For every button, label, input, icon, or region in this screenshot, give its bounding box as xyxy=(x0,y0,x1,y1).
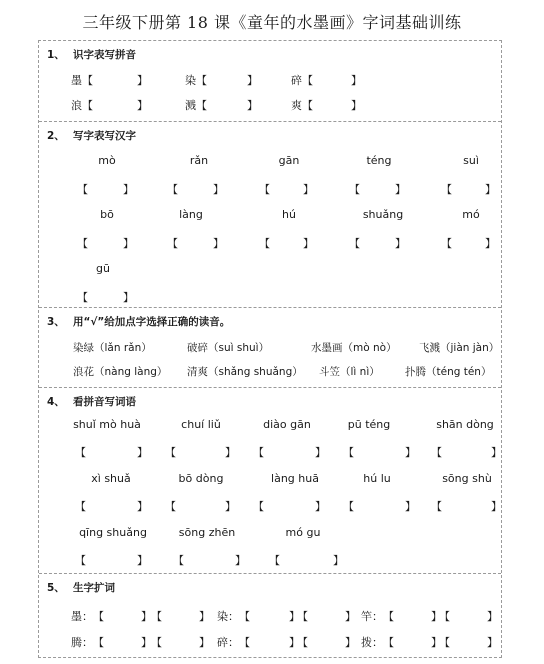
pinyin-prompt: gū xyxy=(96,262,110,275)
answer-bracket-close[interactable]: 】 xyxy=(303,237,314,250)
worksheet xyxy=(38,40,502,658)
section-heading xyxy=(47,394,136,409)
answer-row xyxy=(39,444,501,460)
answer-bracket-close[interactable]: 】 xyxy=(485,237,496,250)
section-1 xyxy=(39,41,501,121)
pinyin-row xyxy=(39,526,501,542)
pinyin-prompt: chuí liǔ xyxy=(181,418,221,431)
section-heading xyxy=(47,314,230,329)
answer-bracket-close[interactable]: 】 xyxy=(485,183,496,196)
section-4 xyxy=(39,387,501,573)
char-label: 溅【 xyxy=(185,99,207,112)
char-row xyxy=(39,97,501,113)
answer-bracket-close[interactable]: 】 xyxy=(141,610,152,623)
answer-bracket-open[interactable]: 【 xyxy=(77,183,88,196)
pinyin-prompt: diào gān xyxy=(263,418,311,431)
pinyin-row xyxy=(39,154,501,170)
answer-bracket-close[interactable]: 】 xyxy=(199,610,210,623)
answer-bracket-open[interactable]: 【 xyxy=(383,636,394,649)
pinyin-prompt: pū téng xyxy=(347,418,391,431)
pinyin-row xyxy=(39,472,501,488)
section-title: 用“√”给加点字选择正确的读音。 xyxy=(73,316,231,328)
answer-bracket-open[interactable]: 【 xyxy=(441,237,452,250)
answer-bracket-close[interactable]: 】 xyxy=(315,500,326,513)
section-number: 3、 xyxy=(47,316,65,328)
answer-bracket-close[interactable]: 】 xyxy=(213,183,224,196)
pinyin-prompt: xì shuǎ xyxy=(91,472,131,485)
pinyin-prompt: téng xyxy=(366,154,392,167)
answer-bracket-open[interactable]: 【 xyxy=(343,446,354,459)
char-label: 腾： xyxy=(71,636,93,649)
answer-bracket-open[interactable]: 【 xyxy=(253,500,264,513)
answer-bracket-close[interactable]: 】 xyxy=(123,237,134,250)
pinyin-prompt: hú lu xyxy=(363,472,391,485)
answer-bracket-open[interactable]: 【 xyxy=(93,610,104,623)
pinyin-prompt: gān xyxy=(278,154,300,167)
answer-bracket-close[interactable]: 】 xyxy=(123,291,134,304)
pinyin-prompt: làng xyxy=(179,208,203,221)
answer-bracket-close[interactable]: 】 xyxy=(289,610,300,623)
pinyin-row xyxy=(39,208,501,224)
pinyin-prompt: suì xyxy=(463,154,479,167)
answer-bracket-open[interactable]: 【 xyxy=(439,636,450,649)
answer-bracket-close[interactable]: 】 xyxy=(137,99,148,112)
answer-bracket-open[interactable]: 【 xyxy=(167,183,178,196)
answer-bracket-close[interactable]: 】 xyxy=(345,636,356,649)
section-title: 生字扩词 xyxy=(73,582,115,594)
pronunciation-choice[interactable]: 水墨画（mò nò） xyxy=(311,342,397,354)
pinyin-prompt: mò xyxy=(98,154,116,167)
char-label: 墨【 xyxy=(71,74,93,87)
answer-bracket-close[interactable]: 】 xyxy=(491,500,502,513)
char-label: 竿： xyxy=(361,610,383,623)
answer-row xyxy=(39,498,501,514)
char-label: 爽【 xyxy=(291,99,313,112)
pinyin-prompt: mó xyxy=(462,208,480,221)
pronunciation-choice[interactable]: 斗笠（lì nì） xyxy=(319,366,380,378)
pronunciation-choice[interactable]: 扑腾（téng tén） xyxy=(405,366,492,378)
pinyin-prompt: qīng shuǎng xyxy=(79,526,147,539)
answer-bracket-close[interactable]: 】 xyxy=(395,183,406,196)
answer-bracket-open[interactable]: 【 xyxy=(259,183,270,196)
answer-bracket-close[interactable]: 】 xyxy=(123,183,134,196)
answer-bracket-open[interactable]: 【 xyxy=(441,183,452,196)
answer-bracket-open[interactable]: 【 xyxy=(431,446,442,459)
answer-bracket-close[interactable]: 】 xyxy=(395,237,406,250)
pinyin-prompt: bō dòng xyxy=(178,472,224,485)
section-heading xyxy=(47,128,136,143)
section-title: 识字表写拼音 xyxy=(73,49,136,61)
answer-bracket-open[interactable]: 【 xyxy=(173,554,184,567)
section-3 xyxy=(39,307,501,387)
answer-bracket-open[interactable]: 【 xyxy=(75,554,86,567)
answer-bracket-close[interactable]: 】 xyxy=(247,99,258,112)
pinyin-prompt: mó gu xyxy=(285,526,321,539)
answer-bracket-close[interactable]: 】 xyxy=(137,554,148,567)
pronunciation-choice[interactable]: 清爽（shǎng shuǎng） xyxy=(187,366,303,378)
answer-bracket-open[interactable]: 【 xyxy=(167,237,178,250)
answer-bracket-open[interactable]: 【 xyxy=(439,610,450,623)
answer-bracket-close[interactable]: 】 xyxy=(431,610,442,623)
answer-bracket-open[interactable]: 【 xyxy=(75,446,86,459)
answer-bracket-open[interactable]: 【 xyxy=(151,636,162,649)
answer-bracket-close[interactable]: 】 xyxy=(199,636,210,649)
answer-bracket-close[interactable]: 】 xyxy=(225,446,236,459)
section-number: 1、 xyxy=(47,49,65,61)
section-title: 看拼音写词语 xyxy=(73,396,136,408)
answer-row xyxy=(39,289,501,305)
answer-bracket-close[interactable]: 】 xyxy=(431,636,442,649)
answer-bracket-open[interactable]: 【 xyxy=(297,636,308,649)
answer-bracket-open[interactable]: 【 xyxy=(239,636,250,649)
answer-bracket-close[interactable]: 】 xyxy=(137,446,148,459)
page-title: 三年级下册第 18 课《童年的水墨画》字词基础训练 xyxy=(82,13,462,32)
answer-bracket-open[interactable]: 【 xyxy=(253,446,264,459)
char-label: 碎【 xyxy=(291,74,313,87)
answer-bracket-close[interactable]: 】 xyxy=(303,183,314,196)
pinyin-prompt: làng huā xyxy=(271,472,319,485)
answer-bracket-close[interactable]: 】 xyxy=(405,446,416,459)
pinyin-row xyxy=(39,418,501,434)
answer-bracket-close[interactable]: 】 xyxy=(491,446,502,459)
pinyin-prompt: bō xyxy=(100,208,114,221)
answer-bracket-close[interactable]: 】 xyxy=(315,446,326,459)
answer-bracket-open[interactable]: 【 xyxy=(349,183,360,196)
answer-bracket-open[interactable]: 【 xyxy=(383,610,394,623)
answer-bracket-open[interactable]: 【 xyxy=(75,500,86,513)
answer-bracket-open[interactable]: 【 xyxy=(165,500,176,513)
answer-bracket-open[interactable]: 【 xyxy=(93,636,104,649)
answer-row xyxy=(39,235,501,251)
char-label: 染【 xyxy=(185,74,207,87)
answer-bracket-open[interactable]: 【 xyxy=(349,237,360,250)
answer-bracket-close[interactable]: 】 xyxy=(289,636,300,649)
word-expansion-row xyxy=(39,608,501,624)
answer-bracket-close[interactable]: 】 xyxy=(235,554,246,567)
char-row xyxy=(39,72,501,88)
answer-bracket-open[interactable]: 【 xyxy=(297,610,308,623)
section-heading xyxy=(47,580,115,595)
answer-bracket-close[interactable]: 】 xyxy=(351,74,362,87)
answer-bracket-close[interactable]: 】 xyxy=(137,74,148,87)
answer-bracket-close[interactable]: 】 xyxy=(137,500,148,513)
pronunciation-choice[interactable]: 染绿（lǎn rǎn） xyxy=(73,342,152,354)
answer-bracket-close[interactable]: 】 xyxy=(487,610,498,623)
char-label: 染： xyxy=(217,610,239,623)
section-number: 4、 xyxy=(47,396,65,408)
answer-bracket-close[interactable]: 】 xyxy=(213,237,224,250)
answer-bracket-open[interactable]: 【 xyxy=(269,554,280,567)
pinyin-row xyxy=(39,262,501,278)
answer-bracket-close[interactable]: 】 xyxy=(333,554,344,567)
pinyin-prompt: hú xyxy=(282,208,296,221)
word-expansion-row xyxy=(39,634,501,650)
answer-bracket-open[interactable]: 【 xyxy=(431,500,442,513)
char-label: 墨： xyxy=(71,610,93,623)
pinyin-prompt: shuǎng xyxy=(362,208,404,221)
choice-row xyxy=(39,340,501,356)
pinyin-prompt: shuǐ mò huà xyxy=(73,418,141,431)
section-number: 2、 xyxy=(47,130,65,142)
answer-bracket-close[interactable]: 】 xyxy=(487,636,498,649)
answer-bracket-close[interactable]: 】 xyxy=(225,500,236,513)
section-number: 5、 xyxy=(47,582,65,594)
answer-bracket-open[interactable]: 【 xyxy=(151,610,162,623)
answer-bracket-open[interactable]: 【 xyxy=(343,500,354,513)
pinyin-prompt: sōng shù xyxy=(442,472,492,485)
choice-row xyxy=(39,364,501,380)
answer-bracket-close[interactable]: 】 xyxy=(141,636,152,649)
answer-bracket-close[interactable]: 】 xyxy=(405,500,416,513)
pinyin-prompt: rǎn xyxy=(189,154,209,167)
answer-bracket-open[interactable]: 【 xyxy=(165,446,176,459)
char-label: 碎： xyxy=(217,636,239,649)
answer-row xyxy=(39,552,501,568)
answer-bracket-open[interactable]: 【 xyxy=(77,237,88,250)
answer-bracket-open[interactable]: 【 xyxy=(239,610,250,623)
answer-row xyxy=(39,181,501,197)
section-5 xyxy=(39,573,501,657)
char-label: 拨： xyxy=(361,636,383,649)
answer-bracket-close[interactable]: 】 xyxy=(345,610,356,623)
answer-bracket-close[interactable]: 】 xyxy=(351,99,362,112)
pronunciation-choice[interactable]: 破碎（suì shuì） xyxy=(187,342,270,354)
answer-bracket-open[interactable]: 【 xyxy=(259,237,270,250)
pronunciation-choice[interactable]: 浪花（nàng làng） xyxy=(73,366,168,378)
answer-bracket-close[interactable]: 】 xyxy=(247,74,258,87)
pinyin-prompt: shān dòng xyxy=(436,418,494,431)
pronunciation-choice[interactable]: 飞溅（jiàn jàn） xyxy=(419,342,500,354)
section-heading xyxy=(47,47,136,62)
char-label: 浪【 xyxy=(71,99,93,112)
pinyin-prompt: sōng zhēn xyxy=(178,526,236,539)
section-title: 写字表写汉字 xyxy=(73,130,136,142)
answer-bracket-open[interactable]: 【 xyxy=(77,291,88,304)
